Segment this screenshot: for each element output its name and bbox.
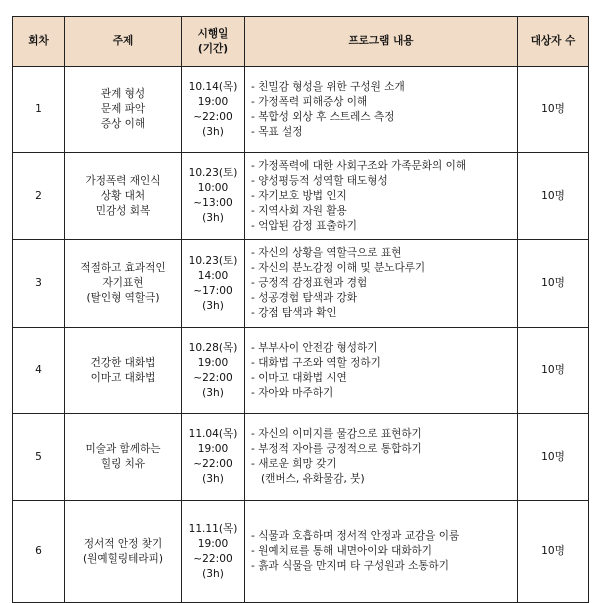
date-cell [182,501,245,603]
program-list [251,529,517,574]
date-line: 14:00 [197,269,229,282]
program-item: - 원예치료를 통해 내면아이와 대화하기 [251,545,433,557]
target-cell: 10명 [518,67,589,153]
header-program: 프로그램 내용 [245,17,518,67]
date-line: 10:00 [197,182,229,194]
table-row [13,414,589,501]
date-line: (3h) [202,125,224,138]
session-cell: 2 [13,153,65,240]
target-cell: 10명 [518,153,589,240]
date-line: ~17:00 [193,284,233,297]
program-item: - 목표 설정 [251,125,303,138]
session-cell: 6 [13,501,65,603]
topic-line: 이마고 대화법 [90,371,156,384]
topic-cell [65,240,182,328]
program-item: - 부정적 자아를 긍정적으로 통합하기 [251,443,422,455]
target-cell: 10명 [518,328,589,414]
header-date-line: (기간) [197,42,229,55]
program-item: - 지역사회 자원 활용 [251,204,347,217]
date-line: 10.28(목) [188,341,238,354]
program-item: - 자신의 이미지를 물감으로 표현하기 [251,428,422,440]
topic-line: 힐링 치유 [100,458,146,470]
header-date [182,17,245,67]
program-cell [245,153,518,240]
topic-line: 건강한 대화법 [90,356,156,369]
program-cell [245,67,518,153]
program-item: - 복합성 외상 후 스트레스 측정 [251,110,395,123]
program-item: - 가정폭력 피해증상 이해 [251,95,368,108]
program-cell [245,328,518,414]
date-line: (3h) [202,473,224,485]
topic-cell [65,153,182,240]
topic-line: 정서적 안정 찾기 [83,537,163,550]
program-item: (캔버스, 유화물감, 붓) [261,473,365,485]
topic-line: (탈인형 역할극) [86,292,160,304]
program-cell [245,414,518,501]
session-cell: 1 [13,67,65,153]
program-item: - 양성평등적 성역할 태도형성 [251,174,388,187]
program-item: - 자기보호 방법 인지 [251,189,347,202]
header-topic: 주제 [65,17,182,67]
program-list [251,80,517,140]
program-table [12,16,589,603]
date-cell [182,67,245,153]
program-list [251,159,517,234]
topic-line: 상황 대처 [100,189,146,202]
topic-line: 민감성 회복 [95,204,151,217]
date-cell [182,328,245,414]
date-line: 19:00 [197,356,229,369]
date-line: (3h) [202,567,224,580]
header-target: 대상자 수 [518,17,589,67]
program-item: - 자신의 분노감정 이해 및 분노다루기 [251,262,426,274]
program-cell [245,240,518,328]
session-cell: 4 [13,328,65,414]
date-line: 10.14(목) [188,80,238,93]
date-line: ~22:00 [193,552,233,565]
topic-cell [65,501,182,603]
date-line: (3h) [202,386,224,399]
program-item: - 억압된 감정 표출하기 [251,219,358,232]
program-item: - 성공경험 탐색과 강화 [251,292,358,304]
table-row [13,67,589,153]
header-date-line: 시행일 [197,27,229,40]
date-line: 10.23(토) [188,167,238,179]
topic-line: 적절하고 효과적인 [80,262,166,274]
program-cell [245,501,518,603]
program-list [251,246,517,321]
date-line: 10.23(토) [188,254,238,267]
program-item: - 자신의 상황을 역할극으로 표현 [251,247,402,259]
date-line: (3h) [202,212,224,224]
table-row [13,501,589,603]
program-item: - 친밀감 형성을 위한 구성원 소개 [251,80,405,93]
program-item: - 새로운 희망 갖기 [251,458,337,470]
program-item: - 가정폭력에 대한 사회구조와 가족문화의 이해 [251,159,467,172]
session-cell: 3 [13,240,65,328]
table-row [13,240,589,328]
topic-line: 문제 파악 [100,103,146,115]
date-line: ~22:00 [193,371,233,384]
topic-cell [65,328,182,414]
date-cell [182,153,245,240]
date-line: ~22:00 [193,458,233,470]
target-cell: 10명 [518,414,589,501]
date-line: 19:00 [197,95,229,108]
program-item: - 긍정적 감정표현과 경험 [251,277,368,289]
date-line: ~13:00 [193,197,233,209]
program-item: - 부부사이 안전감 형성하기 [251,341,378,354]
program-item: - 이마고 대화법 시연 [251,371,347,384]
table-row [13,153,589,240]
target-cell: 10명 [518,240,589,328]
date-line: 19:00 [197,537,229,550]
program-item: - 강점 탐색과 확인 [251,307,337,319]
session-cell: 5 [13,414,65,501]
program-list [251,341,517,401]
date-line: 11.11(목) [188,522,238,535]
topic-line: 증상 이해 [100,118,146,130]
target-cell: 10명 [518,501,589,603]
date-line: ~22:00 [193,110,233,123]
program-item: - 흙과 식물을 만지며 타 구성원과 소통하기 [251,560,449,572]
program-item: - 자아와 마주하기 [251,386,334,399]
topic-line: 자기표현 [102,277,144,289]
topic-cell [65,67,182,153]
date-cell [182,240,245,328]
program-item: - 대화법 구조와 역할 정하기 [251,356,381,369]
topic-line: 관계 형성 [100,88,146,100]
date-line: 19:00 [197,443,229,455]
date-cell [182,414,245,501]
topic-line: (원예힐링테라피) [83,552,163,565]
header-session: 회차 [13,17,65,67]
date-line: 11.04(목) [188,428,238,440]
header-row [13,17,589,67]
program-list [251,427,517,487]
date-line: (3h) [202,299,224,312]
program-item: - 식물과 호흡하며 정서적 안정과 교감을 이룸 [251,530,460,542]
program-schedule [12,16,589,603]
topic-line: 가정폭력 재인식 [85,174,161,187]
topic-cell [65,414,182,501]
topic-line: 미술과 함께하는 [85,443,161,455]
table-row [13,328,589,414]
